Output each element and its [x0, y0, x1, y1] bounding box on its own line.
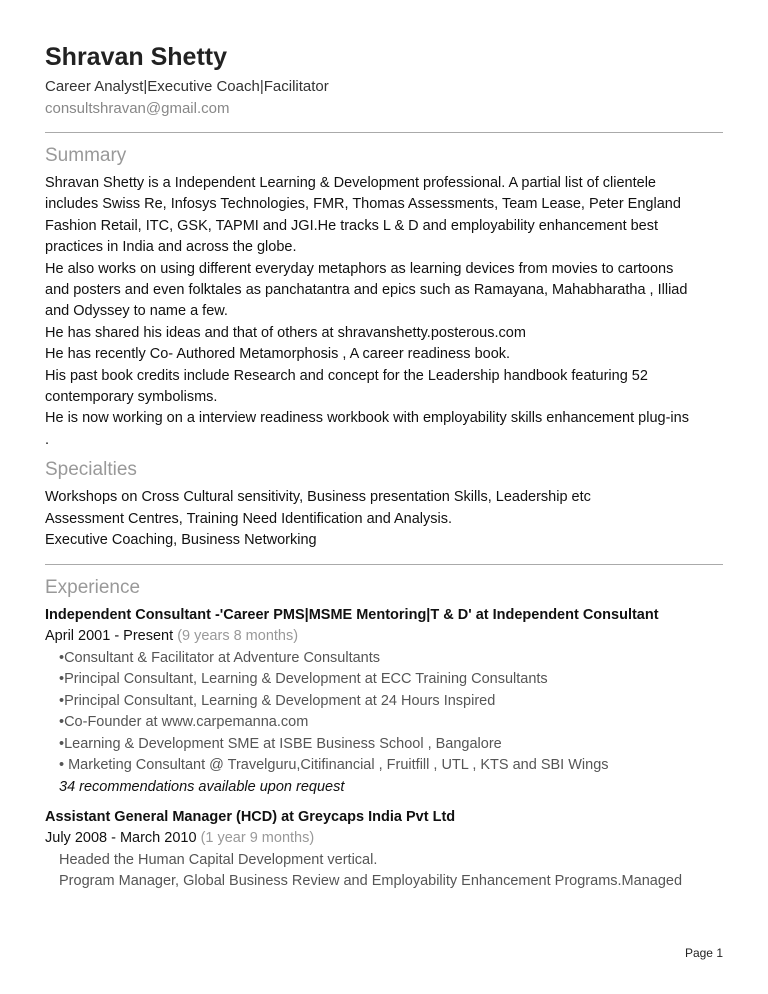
person-name: Shravan Shetty — [45, 43, 228, 71]
experience-title: Experience — [45, 576, 141, 598]
specialty-line: Assessment Centres, Training Need Identification and Analysis. — [45, 510, 453, 527]
job-line: •Principal Consultant, Learning & Development at 24 Hours Inspired — [59, 692, 496, 709]
job-entry — [45, 605, 723, 799]
divider — [45, 564, 723, 565]
specialty-line: Workshops on Cross Cultural sensitivity, Business presentation Skills, Leadership etc — [45, 489, 591, 506]
summary-line: and Odyssey to name a few. — [45, 303, 228, 320]
job-dates — [45, 828, 723, 849]
recommendations-note: 34 recommendations available upon request — [59, 779, 345, 796]
job-title: Independent Consultant -'Career PMS|MSME Mentoring|T & D' at Independent Consultant — [45, 606, 659, 623]
summary-line: practices in India and across the globe. — [45, 239, 297, 256]
job-dates — [45, 626, 723, 647]
job-description — [45, 648, 723, 799]
specialties-text — [45, 487, 723, 551]
job-date-range: July 2008 - March 2010 — [45, 829, 197, 846]
job-line: •Principal Consultant, Learning & Development at ECC Training Consultants — [59, 671, 548, 688]
summary-line: Fashion Retail, ITC, GSK, TAPMI and JGI.He tracks L & D and employability enhancement best — [45, 217, 659, 234]
job-line: •Consultant & Facilitator at Adventure Consultants — [59, 649, 381, 666]
job-description — [45, 850, 723, 893]
summary-line: He has shared his ideas and that of others at shravanshetty.posterous.com — [45, 324, 526, 341]
summary-line: includes Swiss Re, Infosys Technologies, FMR, Thomas Assessments, Team Lease, Peter England — [45, 196, 681, 213]
job-line: • Marketing Consultant @ Travelguru,Citifinancial , Fruitfill , UTL , KTS and SBI Wings — [59, 757, 609, 774]
job-line: Program Manager, Global Business Review and Employability Enhancement Programs.Managed — [59, 873, 683, 890]
job-duration: (1 year 9 months) — [200, 829, 315, 846]
summary-line: He also works on using different everyday metaphors as learning devices from movies to cartoons — [45, 260, 674, 277]
specialty-line: Executive Coaching, Business Networking — [45, 532, 317, 549]
headline: Career Analyst|Executive Coach|Facilitator — [45, 78, 329, 95]
page-number: Page 1 — [684, 946, 723, 960]
summary-section — [45, 143, 723, 451]
summary-line: contemporary symbolisms. — [45, 389, 218, 406]
job-entry — [45, 807, 723, 893]
email-address: consultshravan@gmail.com — [45, 100, 230, 117]
summary-title: Summary — [45, 145, 127, 166]
job-line: •Learning & Development SME at ISBE Business School , Bangalore — [59, 735, 502, 752]
specialties-title: Specialties — [45, 459, 137, 481]
summary-line: He is now working on a interview readiness workbook with employability skills enhancement plug-ins — [45, 410, 689, 427]
resume-page — [45, 40, 723, 893]
job-title: Assistant General Manager (HCD) at Greycaps India Pvt Ltd — [45, 808, 456, 825]
job-line: •Co-Founder at www.carpemanna.com — [59, 714, 309, 731]
summary-line: . — [45, 431, 50, 448]
summary-line: and posters and even folktales as panchatantra and epics such as Ramayana, Mahabharatha , Illiad — [45, 282, 688, 299]
job-line: Headed the Human Capital Development vertical. — [59, 851, 378, 868]
divider — [45, 132, 723, 133]
summary-line: He has recently Co- Authored Metamorphosis , A career readiness book. — [45, 346, 511, 363]
summary-line: Shravan Shetty is a Independent Learning & Development professional. A partial list of clientele — [45, 175, 656, 191]
summary-text — [45, 173, 723, 451]
job-date-range: April 2001 - Present — [45, 627, 174, 644]
summary-line: His past book credits include Research and concept for the Leadership handbook featuring 52 — [45, 367, 648, 384]
specialties-section — [45, 457, 723, 551]
job-duration: (9 years 8 months) — [177, 627, 299, 644]
experience-section — [45, 575, 723, 893]
